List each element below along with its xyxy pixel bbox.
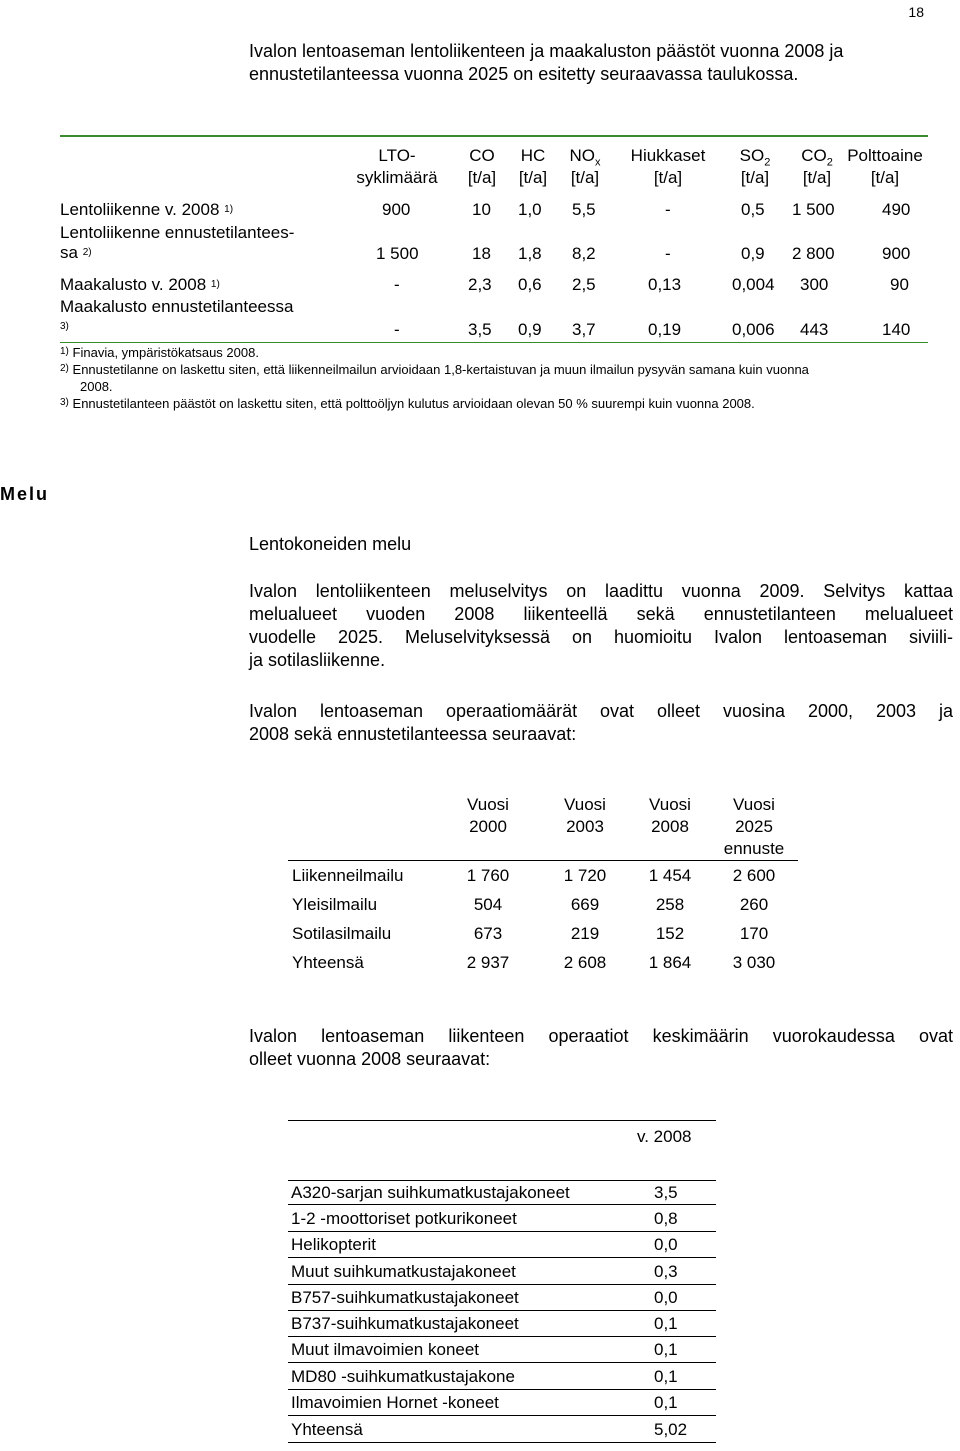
table-cell: 1 760 <box>466 866 510 885</box>
table-cell: 1 500 <box>792 200 835 219</box>
paragraph: Ivalon lentoliikenteen meluselvitys on laadittu vuonna 2009. Selvitys kattaa melualueet vuoden 2008 liikenteellä sekä ennustetilanteen melualueet vuodelle 2025. Meluselvityksessä on huomioitu Ivalon lentoaseman siviili- ja sotilasliikenne. <box>249 581 953 670</box>
table-rule <box>288 860 798 861</box>
table-cell: 2 800 <box>792 244 835 263</box>
table-rule <box>288 1389 716 1390</box>
table-cell: 504 <box>473 895 503 914</box>
table-cell: - <box>394 320 400 339</box>
header-fuel: Polttoaine [t/a] <box>847 146 923 187</box>
table-rule <box>288 1336 716 1337</box>
table-cell: 443 <box>800 320 829 339</box>
table-cell: 1,8 <box>518 244 542 263</box>
row-label: Lentoliikenne v. 2008 $^{1)}$ <box>60 200 234 219</box>
table-cell: 3,5 <box>654 1183 678 1202</box>
header-lto: LTO- syklimäärä <box>356 146 438 187</box>
table-rule <box>288 1415 716 1416</box>
table-cell: 0,6 <box>518 275 542 294</box>
table-row-label: Helikopterit <box>291 1235 377 1254</box>
table-rule <box>288 1442 716 1443</box>
table-cell: 2,3 <box>468 275 492 294</box>
table-cell: 0,006 <box>732 320 775 339</box>
table-row-label: Yleisilmailu <box>292 895 378 914</box>
table-cell: 1 500 <box>376 244 419 263</box>
table-cell: 0,19 <box>648 320 682 339</box>
table-cell: 0,8 <box>654 1209 678 1228</box>
table-rule <box>288 1180 716 1181</box>
table-cell: 0,9 <box>518 320 542 339</box>
table-cell: 5,5 <box>572 200 596 219</box>
table-cell: 3,5 <box>468 320 492 339</box>
table-cell: 1 720 <box>563 866 607 885</box>
intro-line: Ivalon lentoaseman lentoliikenteen ja maakaluston päästöt vuonna 2008 ja <box>249 41 844 61</box>
header-particles: Hiukkaset [t/a] <box>630 146 706 187</box>
table-rule <box>288 1257 716 1258</box>
table-rule <box>288 1284 716 1285</box>
table-cell: 0,1 <box>654 1393 678 1412</box>
table-row-label: B737-suihkumatkustajakoneet <box>291 1314 519 1333</box>
row-label: Maakalusto ennustetilanteessa $^{3)}$ <box>60 297 294 332</box>
intro-paragraph <box>249 40 939 86</box>
table-row-label: Liikenneilmailu <box>292 866 404 885</box>
page-number: 18 <box>908 4 924 20</box>
table-cell: 0,9 <box>741 244 765 263</box>
table-cell: 3,7 <box>572 320 596 339</box>
column-header: Vuosi 2008 <box>649 795 691 836</box>
table-cell: 258 <box>655 895 685 914</box>
table-cell: 8,2 <box>572 244 596 263</box>
table-rule <box>288 1204 716 1205</box>
table-cell: 2 600 <box>732 866 776 885</box>
table-cell: 0,1 <box>654 1340 678 1359</box>
table-cell: 10 <box>472 200 491 219</box>
footnote-continuation: 2008. <box>80 379 113 394</box>
table-cell: 0,004 <box>732 275 775 294</box>
table-cell: - <box>665 200 671 219</box>
table-cell: - <box>665 244 671 263</box>
table-row-label: Sotilasilmailu <box>292 924 392 943</box>
table-cell: 1 454 <box>648 866 692 885</box>
table-row-label: Yhteensä <box>291 1420 363 1439</box>
table-cell: 260 <box>739 895 769 914</box>
table-cell: 5,02 <box>654 1420 688 1439</box>
table-cell: 490 <box>882 200 911 219</box>
header-co: CO [t/a] <box>467 146 497 187</box>
table-row-label: A320-sarjan suihkumatkustajakoneet <box>291 1183 570 1202</box>
table-rule <box>288 1310 716 1311</box>
header-nox: $NO_x$ [t/a] <box>569 146 601 187</box>
row-label: Maakalusto v. 2008 $^{1)}$ <box>60 275 220 294</box>
table-row-label: Muut suihkumatkustajakoneet <box>291 1262 516 1281</box>
table-cell: 152 <box>655 924 685 943</box>
table-rule <box>288 1362 716 1363</box>
column-header: v. 2008 <box>637 1127 692 1146</box>
table-cell: 900 <box>882 244 911 263</box>
table-cell: 1,0 <box>518 200 542 219</box>
table-cell: 0,5 <box>741 200 765 219</box>
table-cell: 900 <box>382 200 411 219</box>
row-label: Lentoliikenne ennustetilantees- sa $^{2)}$ <box>60 223 295 262</box>
table-cell: 2 608 <box>563 953 607 972</box>
table-cell: 90 <box>890 275 909 294</box>
table-cell: 673 <box>473 924 503 943</box>
table-cell: 170 <box>739 924 769 943</box>
column-header: Vuosi 2003 <box>564 795 606 836</box>
section-title: Melu <box>0 484 50 504</box>
table-cell: 219 <box>570 924 600 943</box>
footnote: $^{1)}$ Finavia, ympäristökatsaus 2008. <box>60 345 259 360</box>
table-cell: 2 937 <box>466 953 510 972</box>
header-hc: HC [t/a] <box>518 146 548 187</box>
column-header: Vuosi 2000 <box>467 795 509 836</box>
table-cell: 1 864 <box>648 953 692 972</box>
table-cell: 2,5 <box>572 275 596 294</box>
footnote: $^{3)}$ Ennustetilanteen päästöt on laskettu siten, että polttoöljyn kulutus arvioidaan olevan 50 % suurempi kuin vuonna 2008. <box>60 396 755 411</box>
paragraph: Ivalon lentoaseman operaatiomäärät ovat olleet vuosina 2000, 2003 ja 2008 sekä ennustetilanteessa seuraavat: <box>249 701 953 744</box>
table-cell: 0,0 <box>654 1235 678 1254</box>
paragraph: Ivalon lentoaseman liikenteen operaatiot keskimäärin vuorokaudessa ovat olleet vuonna 2008 seuraavat: <box>249 1026 953 1069</box>
table-cell: 18 <box>472 244 491 263</box>
table-cell: - <box>394 275 400 294</box>
table-row-label: Ilmavoimien Hornet -koneet <box>291 1393 499 1412</box>
table-cell: 140 <box>882 320 911 339</box>
table-row-label: 1-2 -moottoriset potkurikoneet <box>291 1209 517 1228</box>
table-cell: 3 030 <box>732 953 776 972</box>
table-cell: 0,1 <box>654 1314 678 1333</box>
table-row-label: B757-suihkumatkustajakoneet <box>291 1288 519 1307</box>
table-cell: 300 <box>800 275 829 294</box>
table-cell: 0,13 <box>648 275 682 294</box>
table-row-label: Muut ilmavoimien koneet <box>291 1340 480 1359</box>
footnote: $^{2)}$ Ennustetilanne on laskettu siten, että liikenneilmailun arvioidaan 1,8-kertaistuvan ja muun ilmailun pysyvän samana kuin vuonna <box>60 362 809 377</box>
table-top-rule <box>60 135 928 137</box>
table-rule <box>288 1231 716 1232</box>
table-cell: 0,1 <box>654 1367 678 1386</box>
header-co2: $CO_2$ [t/a] <box>801 146 833 187</box>
table-bottom-rule <box>60 342 928 343</box>
header-so2: $SO_2$ [t/a] <box>739 146 771 187</box>
column-header: Vuosi 2025 ennuste <box>723 795 785 858</box>
table-cell: 0,3 <box>654 1262 678 1281</box>
intro-line: ennustetilanteessa vuonna 2025 on esitetty seuraavassa taulukossa. <box>249 64 799 84</box>
table-row-label: MD80 -suihkumatkustajakone <box>291 1367 515 1386</box>
table-row-label: Yhteensä <box>292 953 364 972</box>
table-cell: 669 <box>570 895 600 914</box>
table-cell: 0,0 <box>654 1288 678 1307</box>
subheading: Lentokoneiden melu <box>249 534 412 554</box>
table-rule <box>288 1120 716 1121</box>
